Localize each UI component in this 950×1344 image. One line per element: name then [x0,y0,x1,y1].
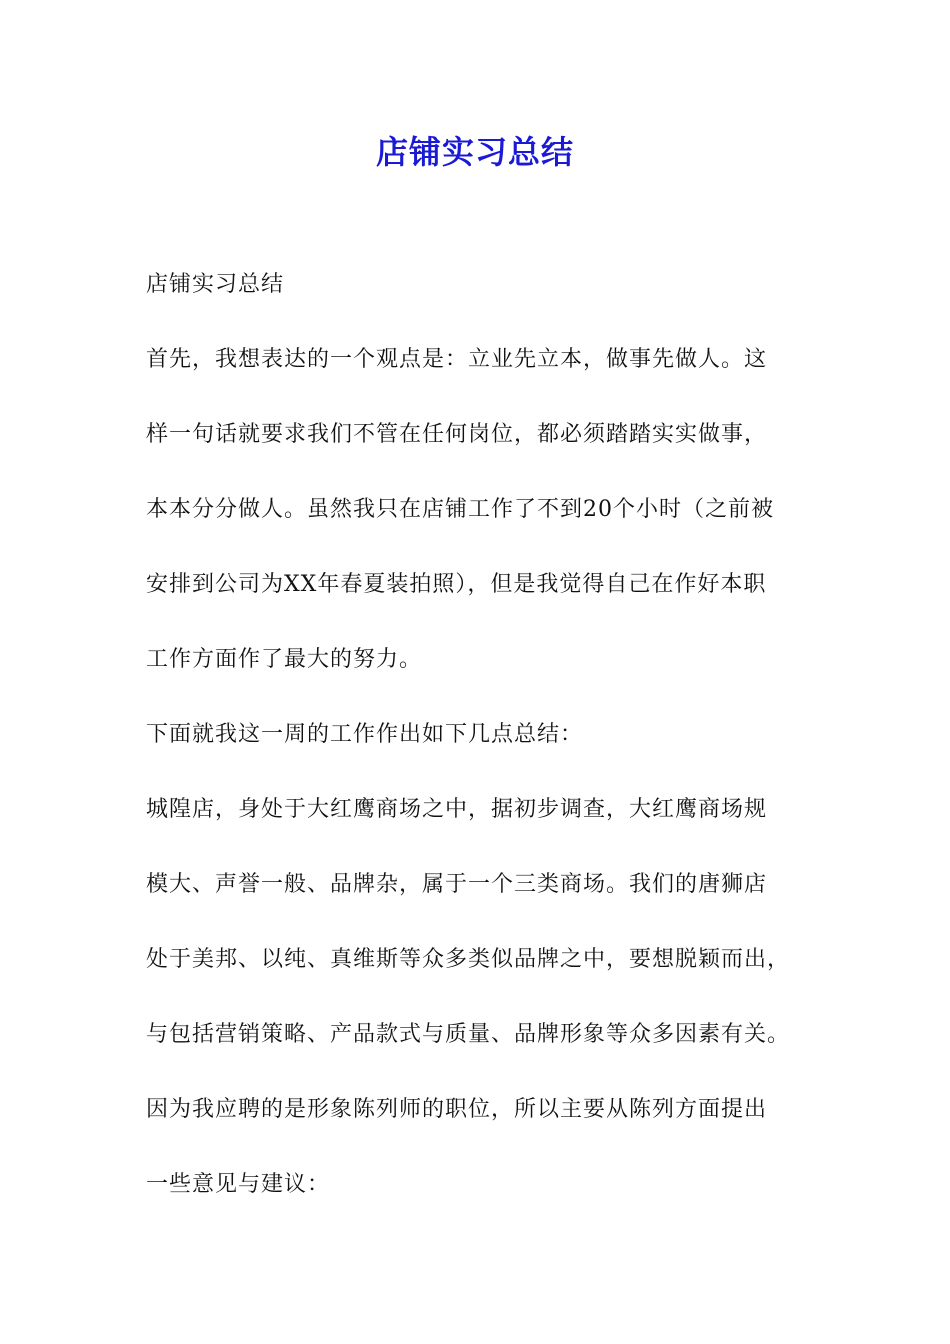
body-line: 下面就我这一周的工作作出如下几点总结： [146,722,584,747]
body-line: 本本分分做人。虽然我只在店铺工作了不到20个小时（之前被 [146,497,774,522]
document-title: 店铺实习总结 [375,133,574,171]
body-line: 与包括营销策略、产品款式与质量、品牌形象等众多因素有关。 [146,1022,791,1047]
body-line: 一些意见与建议： [146,1172,331,1197]
body-line: 工作方面作了最大的努力。 [146,647,423,672]
body-line: 店铺实习总结 [146,272,285,297]
body-line: 首先，我想表达的一个观点是：立业先立本，做事先做人。这 [146,347,768,372]
body-line: 因为我应聘的是形象陈列师的职位，所以主要从陈列方面提出 [146,1097,768,1122]
body-line: 城隍店，身处于大红鹰商场之中，据初步调查，大红鹰商场规 [146,797,768,822]
document-body [146,264,836,1239]
body-line: 模大、声誉一般、品牌杂，属于一个三类商场。我们的唐狮店 [146,872,768,897]
body-line: 处于美邦、以纯、真维斯等众多类似品牌之中，要想脱颖而出， [146,947,791,972]
body-line: 安排到公司为XX年春夏装拍照），但是我觉得自己在作好本职 [146,572,767,597]
body-line: 样一句话就要求我们不管在任何岗位，都必须踏踏实实做事， [146,422,768,447]
